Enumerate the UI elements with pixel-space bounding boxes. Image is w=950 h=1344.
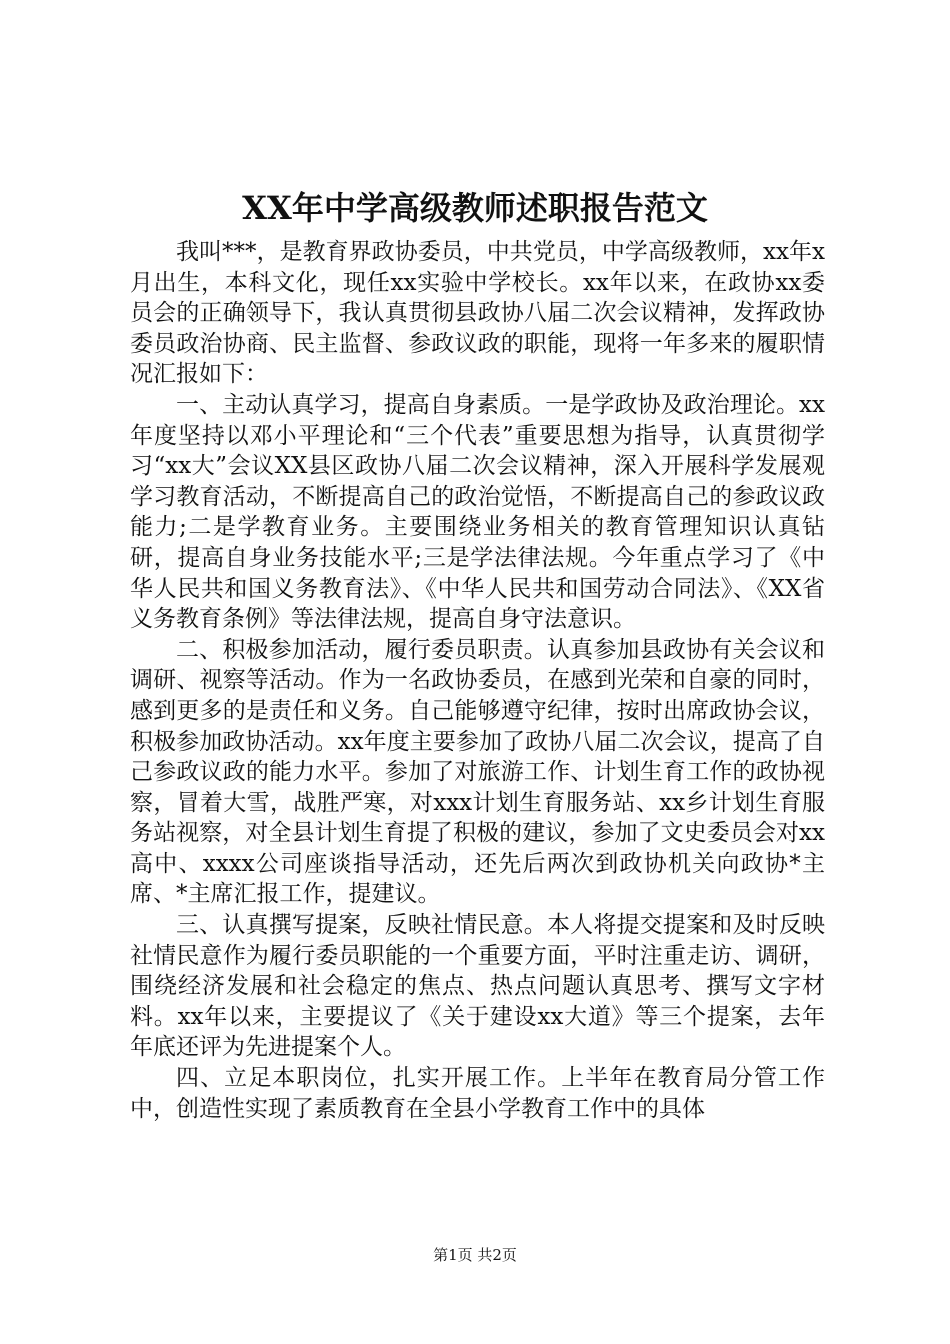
paragraph-study: 一、主动认真学习，提高自身素质。一是学政协及政治理论。xx年度坚持以邓小平理论和“三个代表”重要思想为指导，认真贯彻学习“xx大”会议XX县区政协八届二次会议精神，深入开展科学发展观学习教育活动，不断提高自己的政治觉悟，不断提高自己的参政议政能力;二是学教育业务。主要围绕业务相关的教育管理知识认真钻研，提高自身业务技能水平;三是学法律法规。今年重点学习了《中华人民共和国义务教育法》、《中华人民共和国劳动合同法》、《XX省义务教育条例》等法律法规，提高自身守法意识。 [130,391,825,633]
paragraph-intro: 我叫***，是教育界政协委员，中共党员，中学高级教师，xx年x月出生，本科文化，现任xx实验中学校长。xx年以来，在政协xx委员会的正确领导下，我认真贯彻县政协八届二次会议精神，发挥政协委员政治协商、民主监督、参政议政的职能，现将一年多来的履职情况汇报如下： [130,239,825,388]
paragraph-work: 四、立足本职岗位，扎实开展工作。上半年在教育局分管工作中，创造性实现了素质教育在全县小学教育工作中的具体 [130,1065,825,1122]
paragraph-proposals: 三、认真撰写提案，反映社情民意。本人将提交提案和及时反映社情民意作为履行委员职能的一个重要方面，平时注重走访、调研，围绕经济发展和社会稳定的焦点、热点问题认真思考、撰写文字材料。xx年以来，主要提议了《关于建设xx大道》等三个提案，去年年底还评为先进提案个人。 [130,912,825,1061]
paragraph-activities: 二、积极参加活动，履行委员职责。认真参加县政协有关会议和调研、视察等活动。作为一名政协委员，在感到光荣和自豪的同时，感到更多的是责任和义务。自己能够遵守纪律，按时出席政协会议，积极参加政协活动。xx年度主要参加了政协八届二次会议，提高了自己参政议政的能力水平。参加了对旅游工作、计划生育工作的政协视察，冒着大雪，战胜严寒，对xxx计划生育服务站、xx乡计划生育服务站视察，对全县计划生育提了积极的建议，参加了文史委员会对xx高中、xxxx公司座谈指导活动，还先后两次到政协机关向政协*主席、*主席汇报工作，提建议。 [130,636,825,908]
page-number-footer: 第1页 共2页 [433,1246,517,1264]
document-body [130,237,825,1124]
document-title: XX年中学高级教师述职报告范文 [242,189,708,227]
